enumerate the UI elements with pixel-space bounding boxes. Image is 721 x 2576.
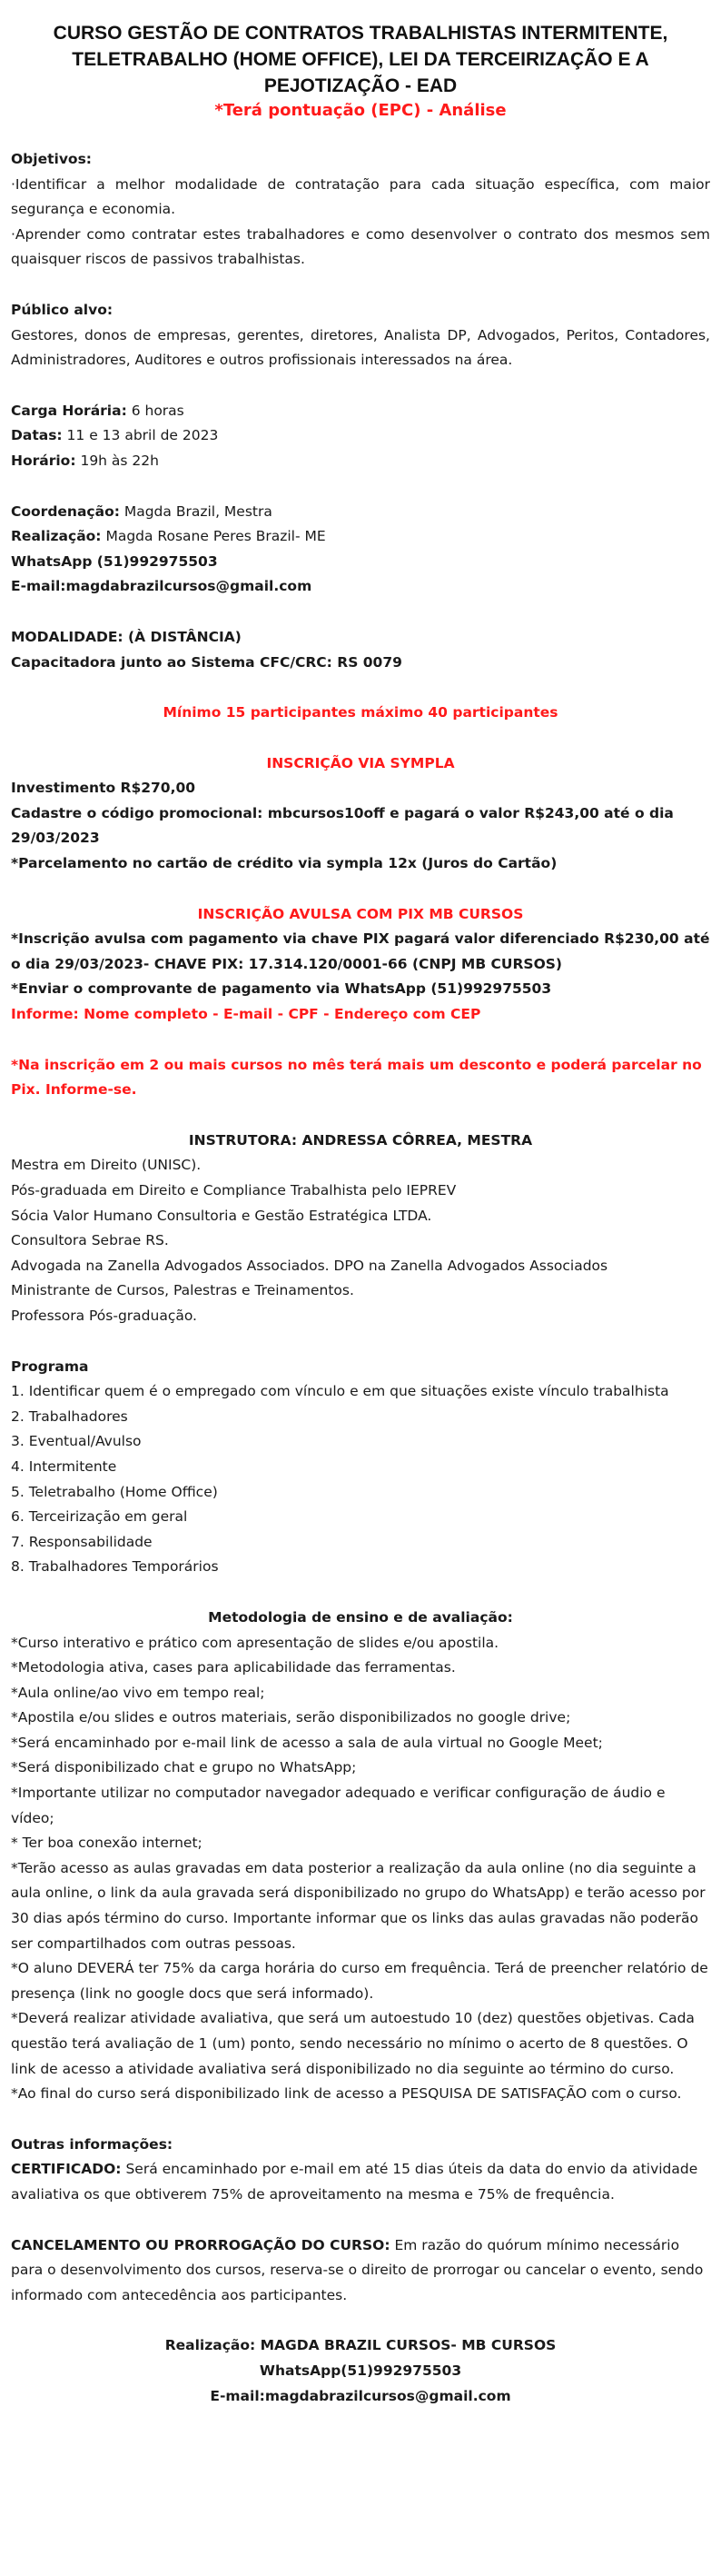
instrutora-item: Consultora Sebrae RS. — [11, 1232, 169, 1249]
capacitadora: Capacitadora junto ao Sistema CFC/CRC: RS 0079 — [11, 653, 402, 671]
participantes-notice: Mínimo 15 participantes máximo 40 participantes — [163, 704, 558, 721]
programa-item: 2. Trabalhadores — [11, 1407, 128, 1425]
metodologia-item: *Ao final do curso será disponibilizado link de acesso a PESQUISA DE SATISFAÇÃO com o curso. — [11, 2085, 682, 2103]
instrutora-item: Ministrante de Cursos, Palestras e Treinamentos. — [11, 1282, 354, 1299]
programa-item: 7. Responsabilidade — [11, 1533, 153, 1550]
horario-value: 19h às 22h — [75, 452, 159, 469]
email-contact: E-mail:magdabrazilcursos@gmail.com — [11, 578, 312, 595]
sympla-heading: INSCRIÇÃO VIA SYMPLA — [266, 754, 455, 771]
metodologia-item: *Metodologia ativa, cases para aplicabilidade das ferramentas. — [11, 1659, 456, 1676]
instrutora-section — [11, 1129, 710, 1329]
coord-value: Magda Brazil, Mestra — [119, 502, 272, 520]
instrutora-item: Pós-graduada em Direito e Compliance Trabalhista pelo IEPREV — [11, 1182, 457, 1198]
publico-section — [11, 298, 710, 373]
pix-comprovante: *Enviar o comprovante de pagamento via WhatsApp (51)992975503 — [11, 980, 552, 998]
footer-realizacao: Realização: MAGDA BRAZIL CURSOS- MB CURSOS — [164, 2337, 557, 2354]
realizacao — [11, 524, 710, 550]
instrutora-item: Advogada na Zanella Advogados Associados. DPO na Zanella Advogados Associados — [11, 1257, 608, 1274]
pix-informe: Informe: Nome completo - E-mail - CPF - Endereço com CEP — [11, 1006, 481, 1023]
carga-label: Carga Horária: — [11, 402, 127, 419]
metodologia-heading: Metodologia de ensino e de avaliação: — [208, 1608, 513, 1626]
datas — [11, 423, 710, 449]
metodologia-item: *Terão acesso as aulas gravadas em data posterior a realização da aula online (no dia seguinte a aula online, o link da aula gravada será disponibilizado no grupo do WhatsApp) e terão acesso por 30 dias após término do curso. Importante informar que os links das aulas gravadas não poderão ser compartilhados com outras pessoas. — [11, 1859, 706, 1952]
pix-section — [11, 902, 710, 1028]
carga-value: 6 horas — [126, 402, 184, 419]
programa-item: 1. Identificar quem é o empregado com vínculo e em que situações existe vínculo trabalhista — [11, 1383, 669, 1400]
carga-horaria — [11, 399, 710, 424]
metodologia-item: *Deverá realizar atividade avaliativa, que será um autoestudo 10 (dez) questões objetivas. Cada questão terá avaliação de 1 (um) ponto, sendo necessário no mínimo o acerto de 8 questões. O link de acesso a atividade avaliativa será disponibilizado no dia seguinte ao término do curso. — [11, 2010, 695, 2077]
metodologia-item: *Curso interativo e prático com apresentação de slides e/ou apostila. — [11, 1634, 499, 1651]
publico-text: Gestores, donos de empresas, gerentes, diretores, Analista DP, Advogados, Peritos, Contadores, Administradores, Auditores e outros profissionais interessados na área. — [11, 326, 710, 369]
certificado — [11, 2157, 710, 2207]
cancelamento-text: Em razão do quórum mínimo necessário para o desenvolvimento dos cursos, reserva-se o direito de prorrogar ou cancelar o evento, sendo informado com antecedência aos participantes. — [11, 2236, 704, 2303]
page-title: CURSO GESTÃO DE CONTRATOS TRABALHISTAS INTERMITENTE, TELETRABALHO (HOME OFFICE), LEI DA TERCEIRIZAÇÃO E A PEJOTIZAÇÃO - EAD — [53, 23, 668, 96]
desconto-notice: *Na inscrição em 2 ou mais cursos no mês terá mais um desconto e poderá parcelar no Pix. Informe-se. — [11, 1056, 702, 1099]
real-value: Magda Rosane Peres Brazil- ME — [101, 528, 326, 545]
coordenacao — [11, 500, 710, 525]
objetivo-item: ·Identificar a melhor modalidade de contratação para cada situação específica, com maior segurança e economia. — [11, 175, 710, 218]
programa-section — [11, 1355, 710, 1580]
certificado-text: Será encaminhado por e-mail em até 15 dias úteis da data do envio da atividade avaliativa os que obtiverem 75% de aproveitamento na mesma e 75% de frequência. — [11, 2161, 698, 2203]
metodologia-item: *Será encaminhado por e-mail link de acesso a sala de aula virtual no Google Meet; — [11, 1734, 603, 1751]
cancelamento — [11, 2233, 710, 2309]
parcelamento: *Parcelamento no cartão de crédito via sympla 12x (Juros do Cartão) — [11, 855, 558, 872]
outras-info-section — [11, 2133, 710, 2208]
investimento: Investimento R$270,00 — [11, 780, 196, 797]
footer-whatsapp: WhatsApp(51)992975503 — [259, 2362, 462, 2379]
metodologia-section — [11, 1606, 710, 2107]
pix-details: *Inscrição avulsa com pagamento via chave PIX pagará valor diferenciado R$230,00 até o dia 29/03/2023- CHAVE PIX: 17.314.120/0001-66 (CNPJ MB CURSOS) — [11, 930, 710, 972]
metodologia-item: * Ter boa conexão internet; — [11, 1835, 202, 1852]
publico-heading: Público alvo: — [11, 301, 114, 318]
instrutora-item: Professora Pós-graduação. — [11, 1307, 197, 1324]
outras-heading: Outras informações: — [11, 2135, 173, 2153]
horario-label: Horário: — [11, 452, 76, 469]
footer — [11, 2333, 710, 2409]
coord-label: Coordenação: — [11, 502, 120, 520]
programa-item: 6. Terceirização em geral — [11, 1508, 188, 1526]
epc-notice: *Terá pontuação (EPC) - Análise — [214, 101, 507, 120]
metodologia-item: *Aula online/ao vivo em tempo real; — [11, 1684, 265, 1701]
metodologia-item: *O aluno DEVERÁ ter 75% da carga horária do curso em frequência. Terá de preencher relatório de presença (link no google docs que será informado). — [11, 1960, 708, 2002]
coordenacao-section — [11, 500, 710, 600]
programa-item: 5. Teletrabalho (Home Office) — [11, 1483, 218, 1500]
whatsapp-contact: WhatsApp (51)992975503 — [11, 552, 218, 570]
cancelamento-section — [11, 2233, 710, 2309]
modalidade-section — [11, 625, 710, 675]
sympla-section — [11, 751, 710, 877]
modalidade: MODALIDADE: (À DISTÂNCIA) — [11, 628, 242, 645]
instrutora-item: Sócia Valor Humano Consultoria e Gestão Estratégica LTDA. — [11, 1207, 432, 1224]
objetivos-heading: Objetivos: — [11, 151, 92, 167]
programa-item: 3. Eventual/Avulso — [11, 1433, 142, 1450]
objetivo-item: ·Aprender como contratar estes trabalhadores e como desenvolver o contrato dos mesmos sem quaisquer riscos de passivos trabalhistas. — [11, 225, 710, 268]
metodologia-item: *Importante utilizar no computador navegador adequado e verificar configuração de áudio e vídeo; — [11, 1785, 666, 1826]
programa-heading: Programa — [11, 1358, 89, 1375]
instrutora-item: Mestra em Direito (UNISC). — [11, 1157, 202, 1174]
programa-item: 4. Intermitente — [11, 1457, 117, 1475]
datas-label: Datas: — [11, 427, 63, 444]
horario — [11, 449, 710, 474]
metodologia-item: *Será disponibilizado chat e grupo no WhatsApp; — [11, 1759, 357, 1776]
instrutora-heading: INSTRUTORA: ANDRESSA CÔRREA, MESTRA — [188, 1131, 533, 1149]
pix-heading: INSCRIÇÃO AVULSA COM PIX MB CURSOS — [197, 905, 524, 922]
objetivos-section — [11, 147, 710, 273]
real-label: Realização: — [11, 528, 102, 545]
certificado-label: CERTIFICADO: — [11, 2161, 122, 2178]
metodologia-item: *Apostila e/ou slides e outros materiais, serão disponibilizados no google drive; — [11, 1709, 571, 1726]
cancelamento-label: CANCELAMENTO OU PRORROGAÇÃO DO CURSO: — [11, 2236, 390, 2253]
schedule-section — [11, 399, 710, 474]
datas-value: 11 e 13 abril de 2023 — [62, 427, 219, 444]
promo-code: Cadastre o código promocional: mbcursos10off e pagará o valor R$243,00 até o dia 29/03/2023 — [11, 804, 674, 847]
programa-item: 8. Trabalhadores Temporários — [11, 1558, 219, 1576]
footer-email: E-mail:magdabrazilcursos@gmail.com — [210, 2387, 511, 2404]
